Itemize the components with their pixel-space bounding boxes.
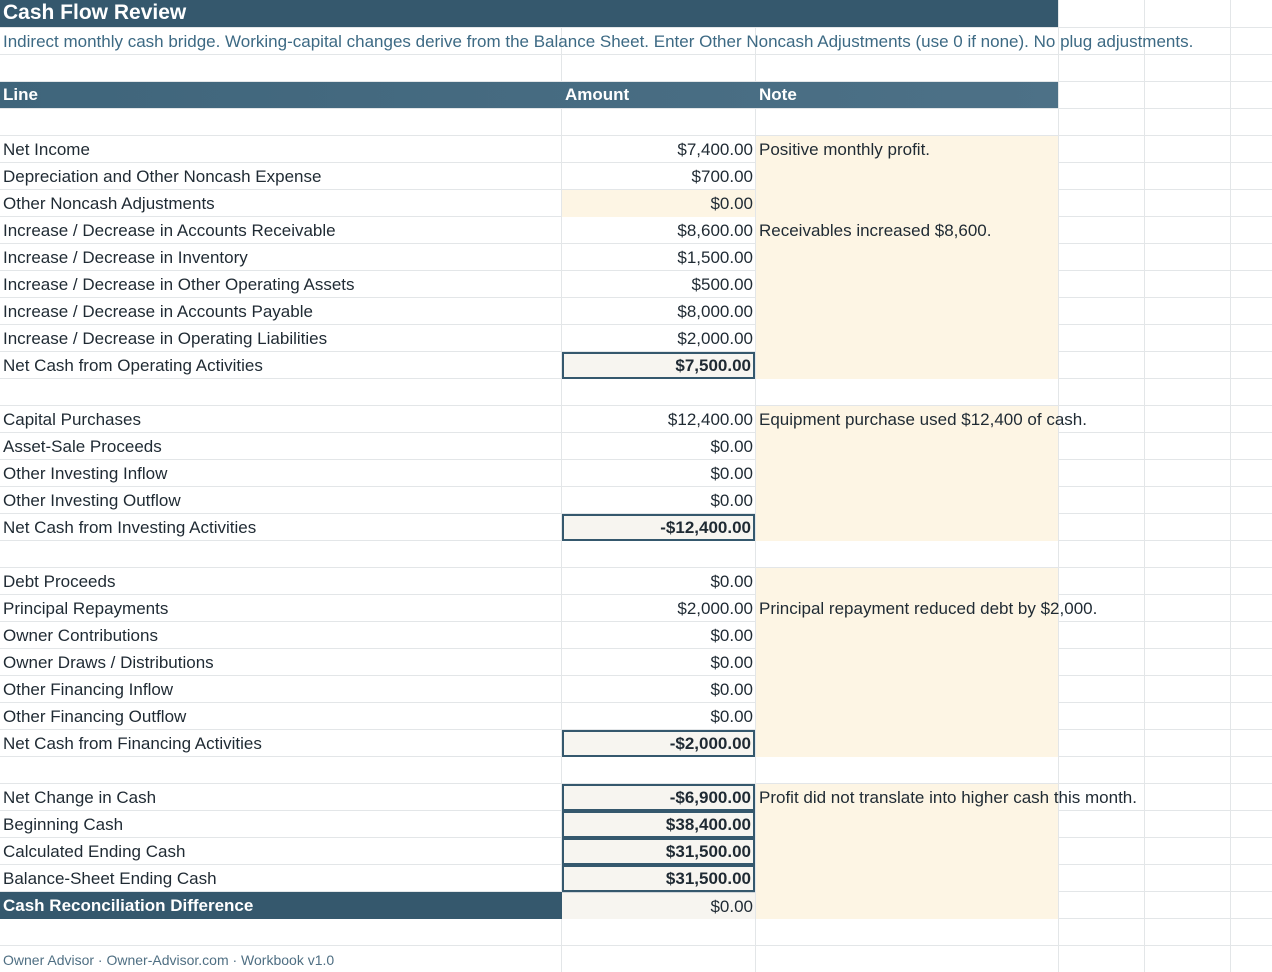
amount-cell: $0.00	[710, 491, 753, 510]
note-cell[interactable]: Principal repayment reduced debt by $2,000.	[756, 595, 1058, 622]
row-label: Owner Contributions	[3, 626, 158, 645]
table-row	[0, 433, 1272, 460]
note-cell[interactable]	[756, 568, 1058, 595]
note-cell[interactable]	[756, 433, 1058, 460]
note-cell[interactable]	[756, 811, 1058, 838]
note-cell[interactable]	[756, 514, 1058, 541]
table-row	[0, 838, 1272, 865]
footer-credit: Owner Advisor · Owner-Advisor.com · Workbook v1.0	[3, 952, 335, 968]
table-row	[0, 271, 1272, 298]
table-row	[0, 487, 1272, 514]
row-label: Balance-Sheet Ending Cash	[3, 869, 217, 888]
table-row	[0, 595, 1272, 622]
note-cell[interactable]	[756, 865, 1058, 892]
table-row	[0, 514, 1272, 541]
table-row	[0, 163, 1272, 190]
row-label: Increase / Decrease in Operating Liabilities	[3, 329, 328, 348]
note-cell[interactable]	[756, 676, 1058, 703]
table-row	[0, 217, 1272, 244]
note-cell[interactable]	[756, 190, 1058, 217]
table-row	[0, 811, 1272, 838]
row-label: Other Investing Inflow	[3, 464, 168, 483]
amount-cell: $500.00	[691, 275, 753, 294]
amount-cell: $7,400.00	[677, 140, 753, 159]
row-label: Other Noncash Adjustments	[3, 194, 215, 213]
row-label: Net Cash from Operating Activities	[3, 356, 263, 375]
table-row	[0, 244, 1272, 271]
row-label: Increase / Decrease in Accounts Receivable	[3, 221, 336, 240]
row-label: Increase / Decrease in Accounts Payable	[3, 302, 313, 321]
amount-cell: $0.00	[710, 653, 753, 672]
table-row	[0, 136, 1272, 163]
amount-cell: $2,000.00	[677, 329, 753, 348]
row-label: Debt Proceeds	[3, 572, 116, 591]
note-cell[interactable]	[756, 244, 1058, 271]
row-label: Net Cash from Investing Activities	[3, 518, 257, 537]
column-header-note: Note	[759, 85, 797, 104]
table-row	[0, 892, 1272, 919]
amount-cell: $0.00	[710, 707, 753, 726]
amount-cell: $0.00	[710, 437, 753, 456]
amount-cell: $2,000.00	[677, 599, 753, 618]
amount-cell: $31,500.00	[562, 865, 755, 892]
note-cell[interactable]	[756, 892, 1058, 919]
amount-cell: $0.00	[562, 892, 755, 919]
amount-cell: -$6,900.00	[562, 784, 755, 811]
row-label: Owner Draws / Distributions	[3, 653, 214, 672]
amount-cell: $1,500.00	[677, 248, 753, 267]
table-row	[0, 460, 1272, 487]
column-header-amount: Amount	[565, 85, 630, 104]
sheet-subtitle: Indirect monthly cash bridge. Working-capital changes derive from the Balance Sheet. Enter Other Noncash Adjustments (use 0 if none). No plug adjustments.	[3, 32, 1194, 51]
row-label: Increase / Decrease in Inventory	[3, 248, 248, 267]
note-cell[interactable]	[756, 325, 1058, 352]
amount-cell: $31,500.00	[562, 838, 755, 865]
column-header-line: Line	[3, 85, 38, 104]
sheet-title: Cash Flow Review	[0, 0, 1058, 27]
table-row	[0, 352, 1272, 379]
row-label: Cash Reconciliation Difference	[3, 896, 254, 915]
amount-cell: $38,400.00	[562, 811, 755, 838]
table-row	[0, 325, 1272, 352]
table-row	[0, 406, 1272, 433]
row-label: Other Financing Outflow	[3, 707, 187, 726]
row-label: Depreciation and Other Noncash Expense	[3, 167, 322, 186]
note-cell[interactable]	[756, 271, 1058, 298]
note-cell[interactable]	[756, 838, 1058, 865]
table-row	[0, 730, 1272, 757]
note-cell[interactable]	[756, 163, 1058, 190]
amount-cell: $0.00	[710, 680, 753, 699]
note-cell[interactable]: Positive monthly profit.	[756, 136, 1058, 163]
row-label: Beginning Cash	[3, 815, 124, 834]
row-label: Other Investing Outflow	[3, 491, 181, 510]
row-label: Principal Repayments	[3, 599, 169, 618]
amount-cell: $700.00	[691, 167, 753, 186]
note-cell[interactable]	[756, 730, 1058, 757]
table-row	[0, 649, 1272, 676]
table-row	[0, 784, 1272, 811]
amount-cell: $8,600.00	[677, 221, 753, 240]
row-label: Calculated Ending Cash	[3, 842, 186, 861]
note-cell[interactable]: Profit did not translate into higher cash this month.	[756, 784, 1058, 811]
amount-cell: $12,400.00	[667, 410, 753, 429]
table-row	[0, 190, 1272, 217]
note-cell[interactable]	[756, 298, 1058, 325]
amount-cell: $8,000.00	[677, 302, 753, 321]
row-label: Net Change in Cash	[3, 788, 157, 807]
note-cell[interactable]	[756, 460, 1058, 487]
column-header-row	[0, 82, 1058, 108]
note-cell[interactable]	[756, 622, 1058, 649]
note-cell[interactable]	[756, 487, 1058, 514]
amount-cell: $0.00	[710, 464, 753, 483]
amount-input-cell[interactable]: $0.00	[562, 190, 755, 217]
table-row	[0, 298, 1272, 325]
row-label: Net Income	[3, 140, 90, 159]
table-row	[0, 676, 1272, 703]
note-cell[interactable]: Equipment purchase used $12,400 of cash.	[756, 406, 1058, 433]
row-label: Asset-Sale Proceeds	[3, 437, 162, 456]
amount-cell: $0.00	[710, 572, 753, 591]
note-cell[interactable]	[756, 703, 1058, 730]
row-label: Other Financing Inflow	[3, 680, 174, 699]
row-label: Net Cash from Financing Activities	[3, 734, 262, 753]
amount-cell: -$2,000.00	[562, 730, 755, 757]
note-cell[interactable]: Receivables increased $8,600.	[756, 217, 1058, 244]
table-row	[0, 865, 1272, 892]
amount-cell: $0.00	[710, 626, 753, 645]
table-row	[0, 622, 1272, 649]
row-label: Increase / Decrease in Other Operating Assets	[3, 275, 355, 294]
amount-cell: -$12,400.00	[562, 514, 755, 541]
table-row	[0, 568, 1272, 595]
row-label: Capital Purchases	[3, 410, 141, 429]
note-cell[interactable]	[756, 649, 1058, 676]
note-cell[interactable]	[756, 352, 1058, 379]
table-row	[0, 703, 1272, 730]
amount-cell: $7,500.00	[562, 352, 755, 379]
